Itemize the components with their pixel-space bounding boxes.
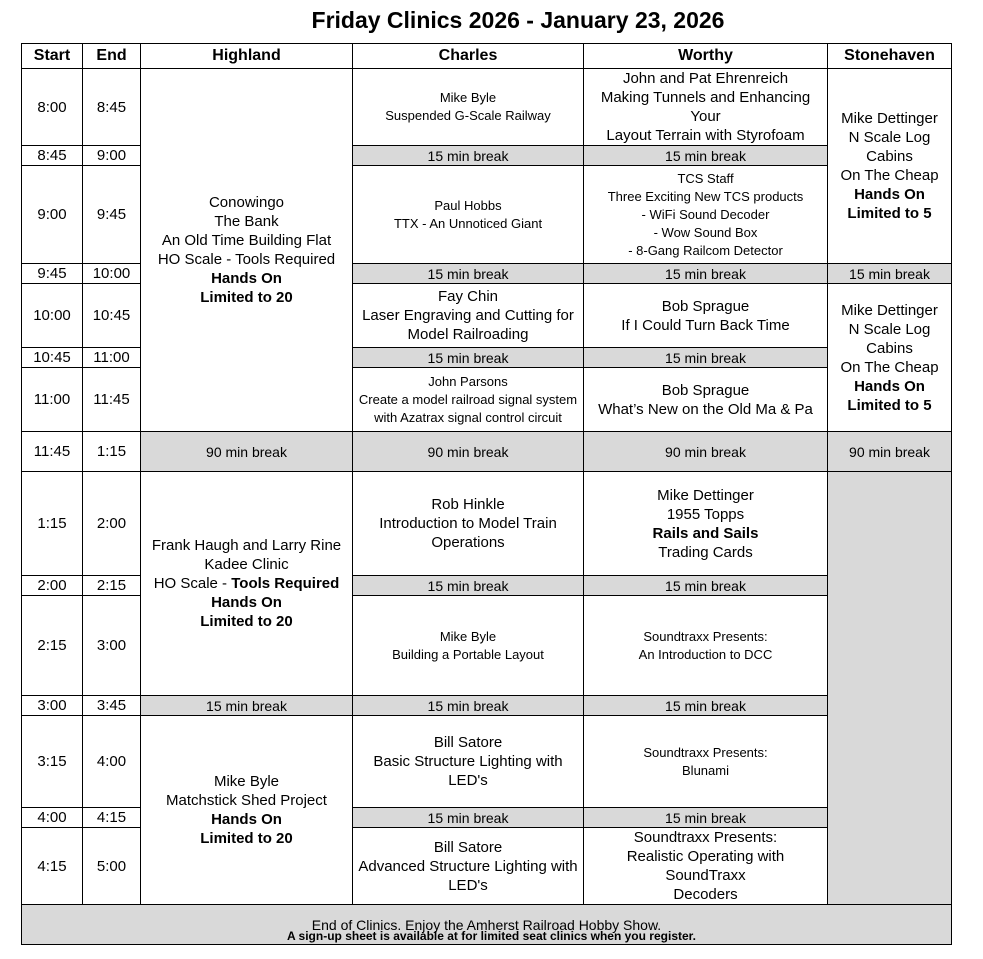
start-time: 8:00	[22, 69, 83, 146]
end-time: 3:45	[83, 696, 141, 716]
header-charles: Charles	[353, 44, 584, 69]
header-worthy: Worthy	[584, 44, 828, 69]
start-time: 11:00	[22, 368, 83, 432]
lunch-break-cell: 90 min break	[584, 432, 828, 472]
table-row	[22, 716, 952, 808]
end-time: 9:45	[83, 166, 141, 264]
header-start: Start	[22, 44, 83, 69]
schedule-table	[21, 43, 952, 945]
worthy-clinic: Soundtraxx Presents: Realistic Operating with SoundTraxx Decoders	[584, 828, 828, 905]
break-cell: 15 min break	[353, 808, 584, 828]
break-cell: 15 min break	[584, 808, 828, 828]
end-time: 4:00	[83, 716, 141, 808]
start-time: 8:45	[22, 146, 83, 166]
end-of-clinics-note: End of Clinics. Enjoy the Amherst Railroad Hobby Show.	[22, 905, 952, 945]
break-cell: 15 min break	[584, 696, 828, 716]
start-time: 4:00	[22, 808, 83, 828]
break-cell: 15 min break	[353, 146, 584, 166]
break-cell: 15 min break	[353, 264, 584, 284]
charles-clinic: John Parsons Create a model railroad signal system with Azatrax signal control circuit	[353, 368, 584, 432]
start-time: 2:00	[22, 576, 83, 596]
start-time: 1:15	[22, 472, 83, 576]
break-cell: 15 min break	[828, 264, 952, 284]
highland-clinic-1: Conowingo The Bank An Old Time Building Flat HO Scale - Tools Required Hands On Limited to 20	[141, 69, 353, 432]
start-time: 2:15	[22, 596, 83, 696]
end-time: 11:45	[83, 368, 141, 432]
charles-clinic: Rob Hinkle Introduction to Model Train Operations	[353, 472, 584, 576]
break-cell: 15 min break	[584, 264, 828, 284]
table-row	[22, 472, 952, 576]
start-time: 4:15	[22, 828, 83, 905]
charles-clinic: Mike Byle Suspended G-Scale Railway	[353, 69, 584, 146]
header-row	[22, 44, 952, 69]
start-time: 10:45	[22, 348, 83, 368]
table-row	[22, 696, 952, 716]
end-time: 3:00	[83, 596, 141, 696]
start-time: 9:00	[22, 166, 83, 264]
charles-clinic: Paul Hobbs TTX - An Unnoticed Giant	[353, 166, 584, 264]
header-end: End	[83, 44, 141, 69]
break-cell: 15 min break	[353, 348, 584, 368]
stonehaven-clinic-2: Mike Dettinger N Scale Log Cabins On The Cheap Hands On Limited to 5	[828, 284, 952, 432]
break-cell: 15 min break	[584, 576, 828, 596]
charles-clinic: Mike Byle Building a Portable Layout	[353, 596, 584, 696]
highland-clinic-3: Mike Byle Matchstick Shed Project Hands On Limited to 20	[141, 716, 353, 905]
worthy-clinic: Bob Sprague What’s New on the Old Ma & Pa	[584, 368, 828, 432]
worthy-clinic: Soundtraxx Presents: An Introduction to DCC	[584, 596, 828, 696]
break-cell: 15 min break	[353, 576, 584, 596]
table-row	[22, 69, 952, 146]
break-cell: 15 min break	[584, 348, 828, 368]
end-time: 2:15	[83, 576, 141, 596]
end-time: 11:00	[83, 348, 141, 368]
lunch-break-cell: 90 min break	[353, 432, 584, 472]
header-highland: Highland	[141, 44, 353, 69]
worthy-clinic: Soundtraxx Presents: Blunami	[584, 716, 828, 808]
header-stonehaven: Stonehaven	[828, 44, 952, 69]
end-time: 10:45	[83, 284, 141, 348]
worthy-clinic: TCS Staff Three Exciting New TCS products - WiFi Sound Decoder - Wow Sound Box - 8-Gang Railcom Detector	[584, 166, 828, 264]
end-time: 5:00	[83, 828, 141, 905]
footnote: A sign-up sheet is available at for limited seat clinics when you register.	[286, 929, 696, 943]
break-cell: 15 min break	[584, 146, 828, 166]
stonehaven-clinic-1: Mike Dettinger N Scale Log Cabins On The Cheap Hands On Limited to 5	[828, 69, 952, 264]
lunch-break-cell: 90 min break	[141, 432, 353, 472]
lunch-break-cell: 90 min break	[828, 432, 952, 472]
end-time: 1:15	[83, 432, 141, 472]
start-time: 9:45	[22, 264, 83, 284]
start-time: 3:00	[22, 696, 83, 716]
worthy-clinic: Bob Sprague If I Could Turn Back Time	[584, 284, 828, 348]
end-time: 10:00	[83, 264, 141, 284]
charles-clinic: Fay Chin Laser Engraving and Cutting for Model Railroading	[353, 284, 584, 348]
worthy-clinic: John and Pat Ehrenreich Making Tunnels and Enhancing Your Layout Terrain with Styrofoam	[584, 69, 828, 146]
stonehaven-empty	[828, 472, 952, 905]
page-title: Friday Clinics 2026 - January 23, 2026	[311, 7, 725, 33]
end-time: 8:45	[83, 69, 141, 146]
end-time: 4:15	[83, 808, 141, 828]
end-time: 9:00	[83, 146, 141, 166]
break-cell: 15 min break	[141, 696, 353, 716]
break-cell: 15 min break	[353, 696, 584, 716]
start-time: 11:45	[22, 432, 83, 472]
start-time: 3:15	[22, 716, 83, 808]
charles-clinic: Bill Satore Advanced Structure Lighting with LED's	[353, 828, 584, 905]
table-row	[22, 432, 952, 472]
charles-clinic: Bill Satore Basic Structure Lighting with LED's	[353, 716, 584, 808]
worthy-clinic: Mike Dettinger 1955 Topps Rails and Sails Trading Cards	[584, 472, 828, 576]
start-time: 10:00	[22, 284, 83, 348]
highland-clinic-2: Frank Haugh and Larry Rine Kadee Clinic HO Scale - Tools Required Hands On Limited to 20	[141, 472, 353, 696]
end-time: 2:00	[83, 472, 141, 576]
